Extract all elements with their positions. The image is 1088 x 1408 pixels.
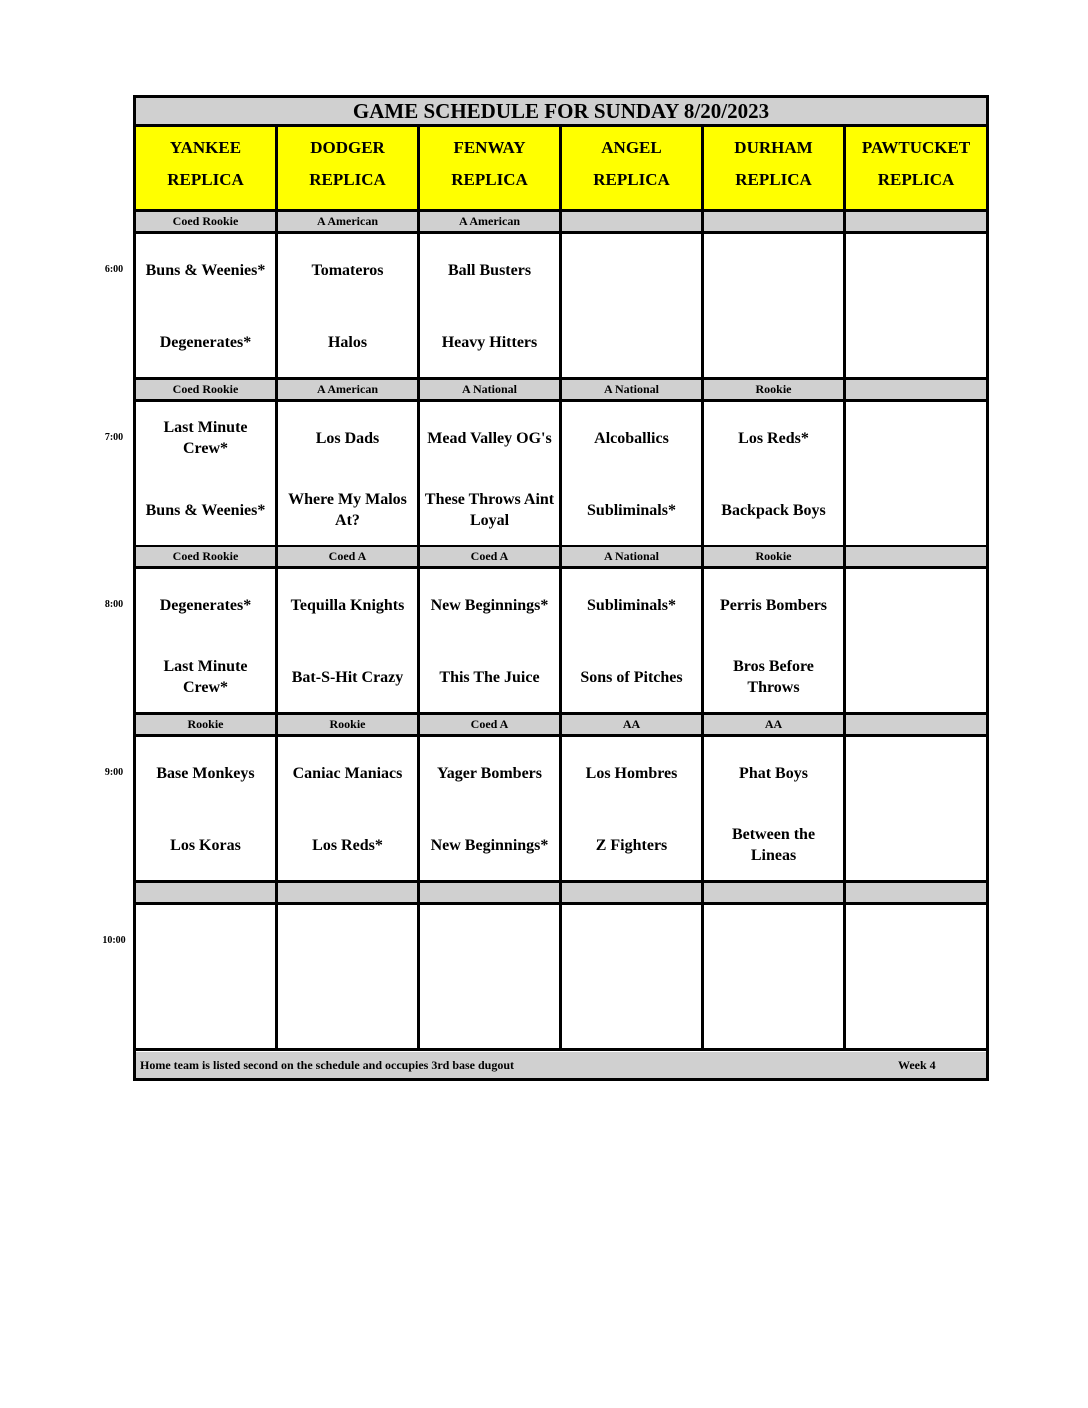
away-team: Phat Boys	[739, 764, 808, 782]
home-team: Sons of Pitches	[580, 668, 683, 686]
field-subtitle: REPLICA	[735, 170, 812, 189]
field-subtitle: REPLICA	[877, 170, 955, 189]
division-label: Coed Rookie	[136, 547, 278, 569]
week-label: Week 4	[898, 1058, 936, 1072]
game-cell	[704, 905, 846, 1051]
game-cell	[562, 234, 704, 380]
field-header	[562, 127, 704, 212]
away-team	[136, 905, 275, 977]
home-team: Los Reds*	[312, 836, 383, 854]
field-name: DODGER	[310, 138, 385, 157]
game-cell	[136, 737, 278, 883]
field-name: ANGEL	[601, 138, 662, 157]
division-label	[562, 212, 704, 234]
game-cell	[704, 402, 846, 548]
home-team: Heavy Hitters	[441, 333, 538, 351]
game-cell	[278, 905, 420, 1051]
away-team: Mead Valley OG's	[427, 429, 552, 447]
home-team	[846, 809, 986, 881]
field-header	[278, 127, 420, 212]
away-team: Caniac Maniacs	[292, 764, 403, 782]
away-team: Perris Bombers	[719, 596, 828, 614]
away-team	[846, 234, 986, 306]
division-label: Coed Rookie	[136, 380, 278, 402]
division-label	[846, 883, 986, 905]
home-team	[704, 306, 843, 378]
time-label: 7:00	[104, 432, 124, 443]
division-label: A American	[278, 380, 420, 402]
division-label: Coed A	[278, 547, 420, 569]
field-name: YANKEE	[169, 138, 242, 157]
division-label: Rookie	[278, 715, 420, 737]
division-label: Rookie	[704, 547, 846, 569]
home-team: Buns & Weenies*	[145, 501, 266, 519]
game-cell	[136, 569, 278, 715]
game-cell	[278, 737, 420, 883]
home-team: This The Juice	[439, 668, 540, 686]
field-subtitle: REPLICA	[309, 170, 386, 189]
game-cell	[846, 402, 986, 548]
game-cell	[846, 234, 986, 380]
division-label	[704, 883, 846, 905]
home-team: These Throws Aint Loyal	[424, 491, 555, 529]
home-team: Between the Lineas	[731, 826, 816, 864]
home-team: Where My Malos At?	[288, 491, 407, 529]
game-cell	[562, 569, 704, 715]
away-team	[704, 234, 843, 306]
game-cell	[846, 737, 986, 883]
division-label	[420, 883, 562, 905]
home-team-note: Home team is listed second on the schedule and occupies 3rd base dugout	[140, 1058, 515, 1072]
home-team: Subliminals*	[587, 501, 676, 519]
division-label	[846, 715, 986, 737]
field-subtitle: REPLICA	[167, 170, 244, 189]
home-team: Last Minute Crew*	[163, 658, 248, 696]
away-team: Buns & Weenies*	[145, 261, 266, 279]
game-cell	[704, 569, 846, 715]
division-label	[846, 380, 986, 402]
game-cell	[420, 905, 562, 1051]
away-team	[846, 569, 986, 641]
time-label: 10:00	[102, 935, 126, 946]
away-team: Base Monkeys	[156, 764, 255, 782]
home-team: Degenerates*	[159, 333, 252, 351]
home-team	[562, 306, 701, 378]
game-cell	[136, 402, 278, 548]
game-cell	[562, 737, 704, 883]
away-team	[278, 905, 417, 977]
home-team	[704, 977, 843, 1049]
time-label: 6:00	[104, 264, 124, 275]
away-team: Last Minute Crew*	[163, 419, 248, 457]
away-team: Ball Busters	[447, 261, 532, 279]
division-label	[846, 212, 986, 234]
time-label: 9:00	[104, 767, 124, 778]
game-cell	[704, 737, 846, 883]
home-team	[846, 306, 986, 378]
away-team: Los Hombres	[585, 764, 678, 782]
field-subtitle: REPLICA	[593, 170, 670, 189]
footer-bar	[136, 1052, 986, 1078]
division-label: A American	[278, 212, 420, 234]
division-label	[278, 883, 420, 905]
home-team	[846, 977, 986, 1049]
field-header	[846, 127, 986, 212]
game-cell	[136, 234, 278, 380]
game-cell	[562, 402, 704, 548]
home-team	[846, 641, 986, 713]
division-label: Coed Rookie	[136, 212, 278, 234]
away-team	[704, 905, 843, 977]
game-cell	[136, 905, 278, 1051]
division-label: A National	[420, 380, 562, 402]
away-team	[562, 234, 701, 306]
division-label: Coed A	[420, 547, 562, 569]
away-team	[846, 737, 986, 809]
game-cell	[846, 905, 986, 1051]
time-label: 8:00	[104, 599, 124, 610]
field-header	[704, 127, 846, 212]
home-team	[136, 977, 275, 1049]
game-cell	[562, 905, 704, 1051]
home-team: Halos	[327, 333, 368, 351]
game-cell	[420, 234, 562, 380]
division-label	[562, 883, 704, 905]
away-team: Subliminals*	[587, 596, 676, 614]
field-name: FENWAY	[453, 138, 526, 157]
home-team: Z Fighters	[595, 836, 668, 854]
home-team: Los Koras	[170, 836, 241, 854]
division-label	[704, 212, 846, 234]
field-header	[136, 127, 278, 212]
division-label	[136, 883, 278, 905]
home-team	[278, 977, 417, 1049]
away-team: Tequilla Knights	[290, 596, 405, 614]
field-name: PAWTUCKET	[861, 138, 971, 157]
home-team: Bat-S-Hit Crazy	[291, 668, 404, 686]
field-header	[420, 127, 562, 212]
division-label: A National	[562, 547, 704, 569]
away-team	[846, 905, 986, 977]
game-cell	[420, 569, 562, 715]
home-team	[846, 474, 986, 546]
home-team	[562, 977, 701, 1049]
schedule-table	[133, 95, 989, 1081]
game-cell	[278, 234, 420, 380]
division-label: AA	[562, 715, 704, 737]
game-cell	[420, 737, 562, 883]
home-team: Bros Before Throws	[733, 658, 814, 696]
game-cell	[420, 402, 562, 548]
home-team: New Beginnings*	[430, 836, 549, 854]
away-team	[420, 905, 559, 977]
game-cell	[278, 569, 420, 715]
away-team: New Beginnings*	[430, 596, 549, 614]
away-team: Degenerates*	[159, 596, 252, 614]
field-subtitle: REPLICA	[451, 170, 528, 189]
field-name: DURHAM	[734, 138, 813, 157]
away-team	[846, 402, 986, 474]
home-team: Backpack Boys	[721, 501, 826, 519]
away-team: Yager Bombers	[436, 764, 543, 782]
division-label: Rookie	[704, 380, 846, 402]
game-cell	[278, 402, 420, 548]
away-team	[562, 905, 701, 977]
division-label: A National	[562, 380, 704, 402]
division-label: A American	[420, 212, 562, 234]
away-team: Los Dads	[315, 429, 380, 447]
division-label: AA	[704, 715, 846, 737]
away-team: Tomateros	[311, 261, 384, 279]
division-label	[846, 547, 986, 569]
away-team: Los Reds*	[738, 429, 809, 447]
division-label: Rookie	[136, 715, 278, 737]
page-title: GAME SCHEDULE FOR SUNDAY 8/20/2023	[136, 98, 986, 127]
home-team	[420, 977, 559, 1049]
division-label: Coed A	[420, 715, 562, 737]
game-cell	[846, 569, 986, 715]
away-team: Alcoballics	[594, 429, 669, 447]
game-cell	[704, 234, 846, 380]
